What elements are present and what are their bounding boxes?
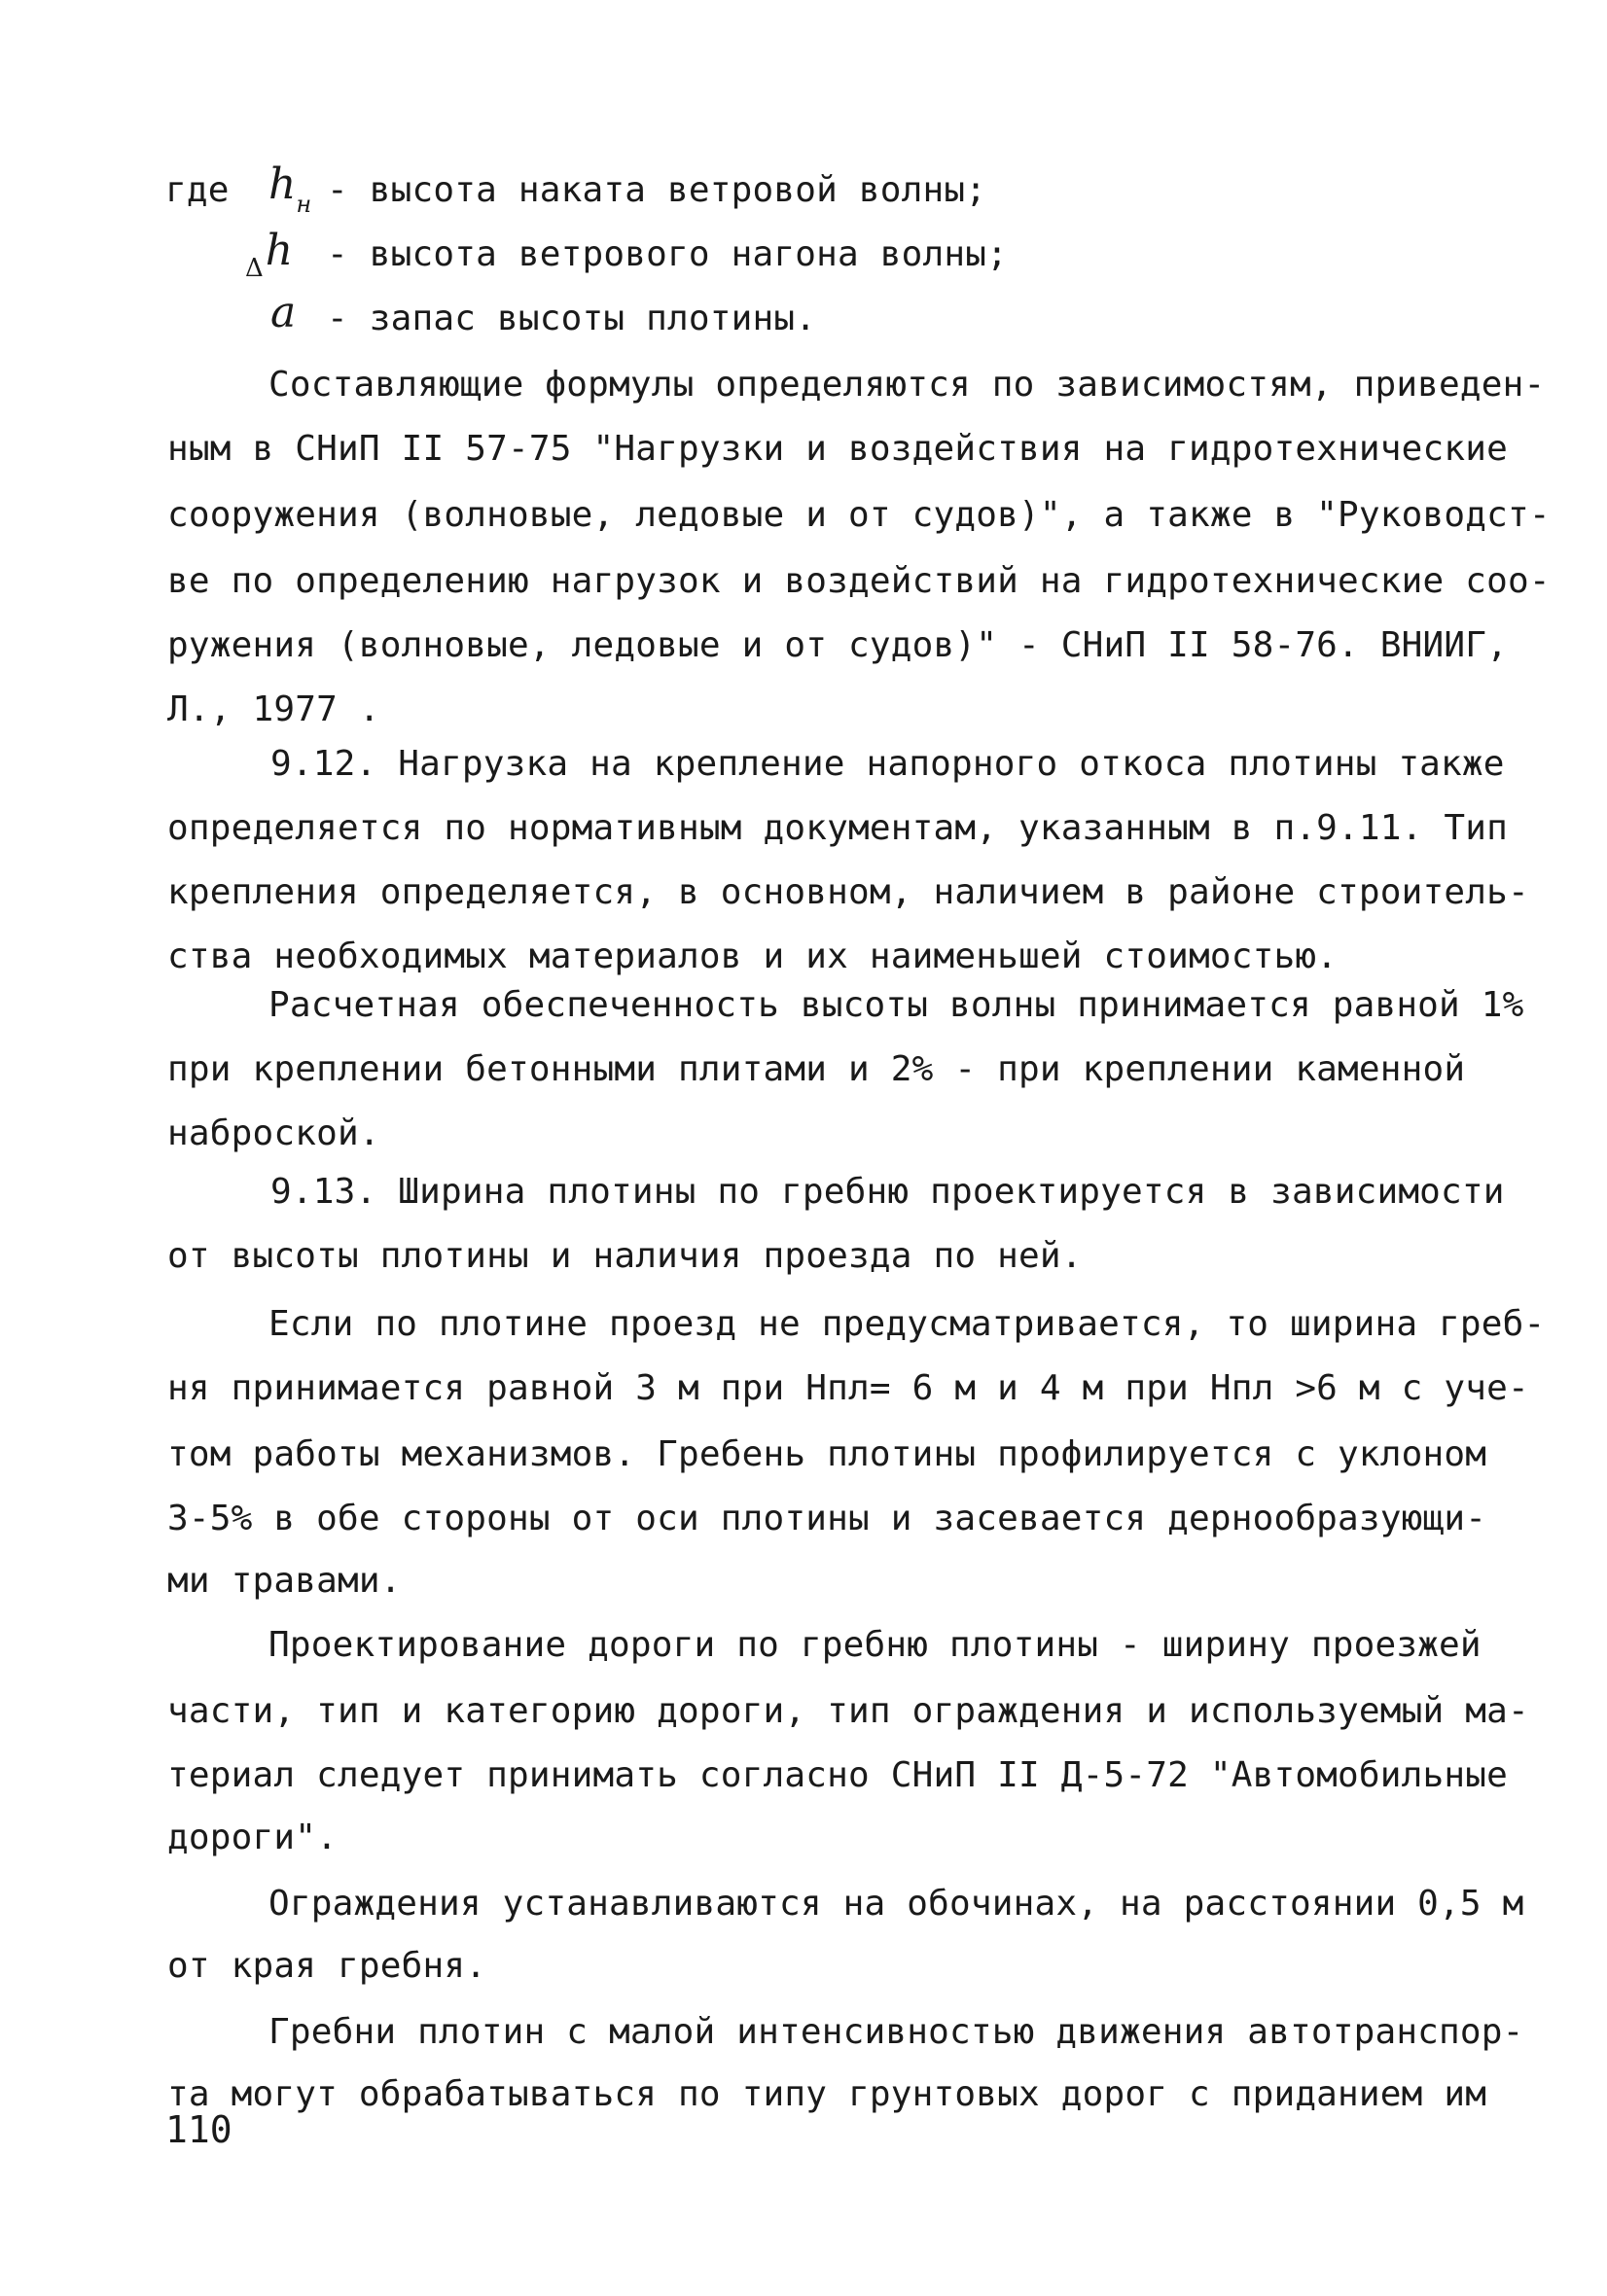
p2-line: определяется по нормативным документам, указанным в п.9.11. Тип [167, 808, 1509, 848]
a-symbol: a [270, 288, 297, 337]
p7-line: Ограждения устанавливаются на обочинах, на расстоянии 0,5 м [268, 1884, 1524, 1924]
p2-line: крепления определяется, в основном, наличием в районе строитель- [167, 872, 1529, 912]
where-label: где [165, 170, 230, 210]
p1-line: ве по определению нагрузок и воздействий на гидротехнические соо- [167, 561, 1551, 601]
p6-line: териал следует принимать согласно СНиП II Д-5-72 "Автомобильные [167, 1755, 1509, 1795]
h-n-subscript: н [296, 191, 312, 218]
p5-line: ми травами. [167, 1561, 402, 1601]
delta-sign: Δ [245, 254, 264, 283]
p4-line: 9.13. Ширина плотины по гребню проектируется в зависимости [270, 1172, 1505, 1212]
p6-line: части, тип и категорию дороги, тип ограждения и используемый ма- [167, 1691, 1529, 1731]
delta-h-symbol [245, 226, 294, 283]
p5-line: Если по плотине проезд не предусматривается, то ширина греб- [268, 1304, 1546, 1344]
p2-line: ства необходимых материалов и их наименьшей стоимостью. [167, 936, 1339, 976]
page-number: 110 [165, 2108, 232, 2151]
p5-line: том работы механизмов. Гребень плотины профилируется с уклоном [167, 1434, 1487, 1474]
h-n-symbol [268, 159, 312, 218]
p6-line: дороги". [167, 1818, 338, 1857]
p7-line: от края гребня. [167, 1946, 487, 1986]
p8-line: Гребни плотин с малой интенсивностью движения автотранспор- [268, 2012, 1524, 2052]
p3-line: при креплении бетонными плитами и 2% - при креплении каменной [167, 1049, 1466, 1089]
p2-line: 9.12. Нагрузка на крепление напорного откоса плотины также [270, 744, 1505, 784]
h-n-letter: h [268, 159, 297, 209]
p1-line: ным в СНиП II 57-75 "Нагрузки и воздействия на гидротехнические [167, 429, 1509, 469]
p8-line: та могут обрабатываться по типу грунтовых дорог с приданием им [167, 2074, 1487, 2114]
delta-h-definition: - высота ветрового нагона волны; [327, 234, 1008, 274]
p1-line: Л., 1977 . [167, 689, 380, 729]
delta-h-letter: h [265, 226, 294, 275]
p3-line: Расчетная обеспеченность высоты волны принимается равной 1% [268, 985, 1524, 1025]
p6-line: Проектирование дороги по гребню плотины - ширину проезжей [268, 1625, 1482, 1665]
p1-line: Составляющие формулы определяются по зависимостям, приведен- [268, 365, 1546, 405]
h-n-definition: - высота наката ветровой волны; [327, 170, 987, 210]
p4-line: от высоты плотины и наличия проезда по ней. [167, 1236, 1083, 1276]
p5-line: ня принимается равной 3 м при Hпл= 6 м и 4 м при Hпл >6 м с уче- [167, 1368, 1529, 1408]
a-definition: - запас высоты плотины. [327, 299, 817, 338]
p5-line: 3-5% в обе стороны от оси плотины и засевается дернообразующи- [167, 1499, 1487, 1538]
p1-line: ружения (волновые, ледовые и от судов)" - СНиП II 58-76. ВНИИГ, [167, 625, 1509, 665]
p3-line: наброской. [167, 1113, 380, 1153]
p1-line: сооружения (волновые, ледовые и от судов)", а также в "Руководст- [167, 495, 1551, 535]
